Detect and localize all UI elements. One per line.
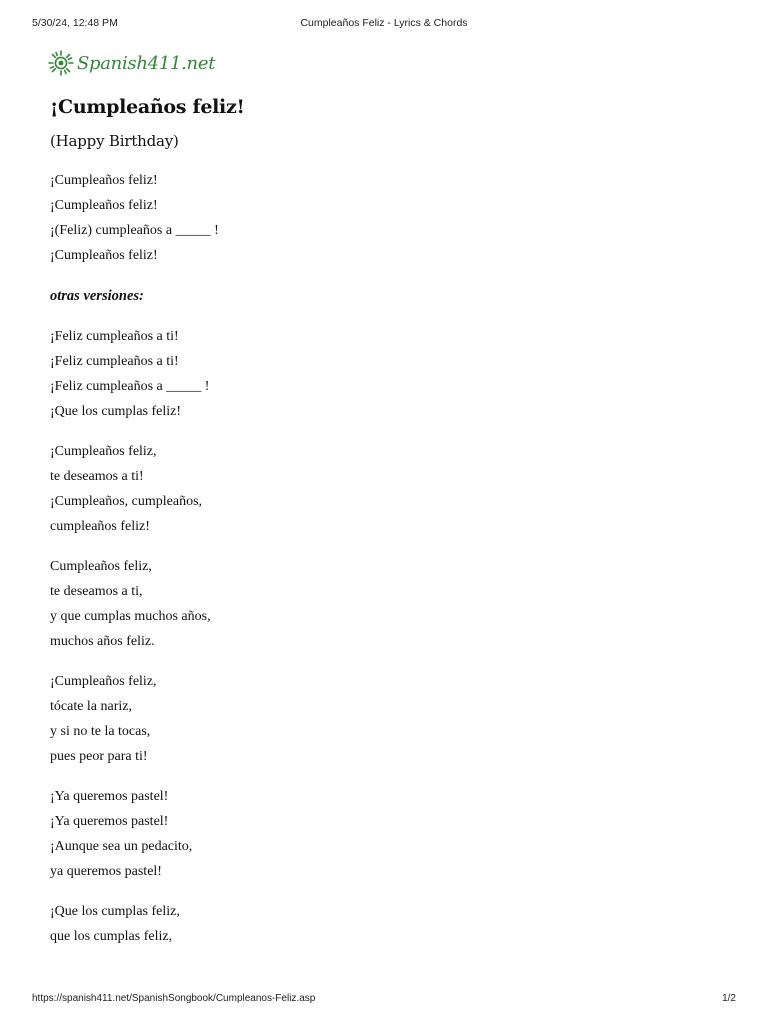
stanza-4: [50, 669, 710, 769]
lyric-line: cumpleaños feliz!: [50, 519, 150, 534]
lyric-line: ¡Que los cumplas feliz,: [50, 904, 180, 919]
song-subtitle: (Happy Birthday): [50, 132, 179, 150]
main-verse: [50, 168, 710, 268]
lyric-line: ¡Cumpleaños feliz!: [50, 248, 158, 263]
lyric-line: ¡Cumpleaños feliz,: [50, 674, 157, 689]
print-header: [32, 17, 736, 31]
lyric-line: tócate la nariz,: [50, 699, 133, 714]
lyric-line: ¡Cumpleaños feliz,: [50, 444, 157, 459]
site-logo-text[interactable]: Spanish411.net: [77, 52, 216, 74]
lyric-line: ¡Cumpleaños feliz!: [50, 173, 158, 188]
lyric-line: que los cumplas feliz,: [50, 929, 173, 944]
lyric-line: ya queremos pastel!: [50, 864, 162, 879]
other-versions-heading: otras versiones:: [50, 288, 144, 304]
lyric-line: ¡Feliz cumpleaños a _____ !: [50, 379, 210, 394]
stanza-1: [50, 324, 710, 424]
print-page-title: Cumpleaños Feliz - Lyrics & Chords: [300, 17, 468, 29]
lyric-line: ¡Cumpleaños, cumpleaños,: [50, 494, 203, 509]
print-datetime: 5/30/24, 12:48 PM: [32, 17, 118, 29]
song-content: [50, 93, 710, 949]
stanza-5: [50, 784, 710, 884]
lyric-line: ¡Feliz cumpleaños a ti!: [50, 329, 179, 344]
lyric-line: ¡Ya queremos pastel!: [50, 814, 169, 829]
page-url: https://spanish411.net/SpanishSongbook/Cumpleanos-Feliz.asp: [32, 993, 316, 1004]
stanza-6: [50, 899, 710, 949]
lyric-line: te deseamos a ti!: [50, 469, 144, 484]
print-footer: [32, 993, 736, 1007]
site-logo[interactable]: [48, 48, 215, 78]
lyric-line: ¡Que los cumplas feliz!: [50, 404, 182, 419]
lyric-line: ¡Aunque sea un pedacito,: [50, 839, 193, 854]
song-title: ¡Cumpleaños feliz!: [50, 96, 245, 118]
stanza-3: [50, 554, 710, 654]
lyric-line: ¡Feliz cumpleaños a ti!: [50, 354, 179, 369]
stanza-2: [50, 439, 710, 539]
lyric-line: y si no te la tocas,: [50, 724, 151, 739]
lyric-line: muchos años feliz.: [50, 634, 155, 649]
lyric-line: te deseamos a ti,: [50, 584, 143, 599]
lyric-line: ¡Cumpleaños feliz!: [50, 198, 158, 213]
sun-icon: [48, 50, 74, 76]
page-number: 1/2: [722, 993, 736, 1004]
lyric-line: Cumpleaños feliz,: [50, 559, 152, 574]
lyric-line: ¡Ya queremos pastel!: [50, 789, 169, 804]
lyric-line: pues peor para ti!: [50, 749, 148, 764]
lyric-line: ¡(Feliz) cumpleaños a _____ !: [50, 223, 219, 238]
lyric-line: y que cumplas muchos años,: [50, 609, 211, 624]
